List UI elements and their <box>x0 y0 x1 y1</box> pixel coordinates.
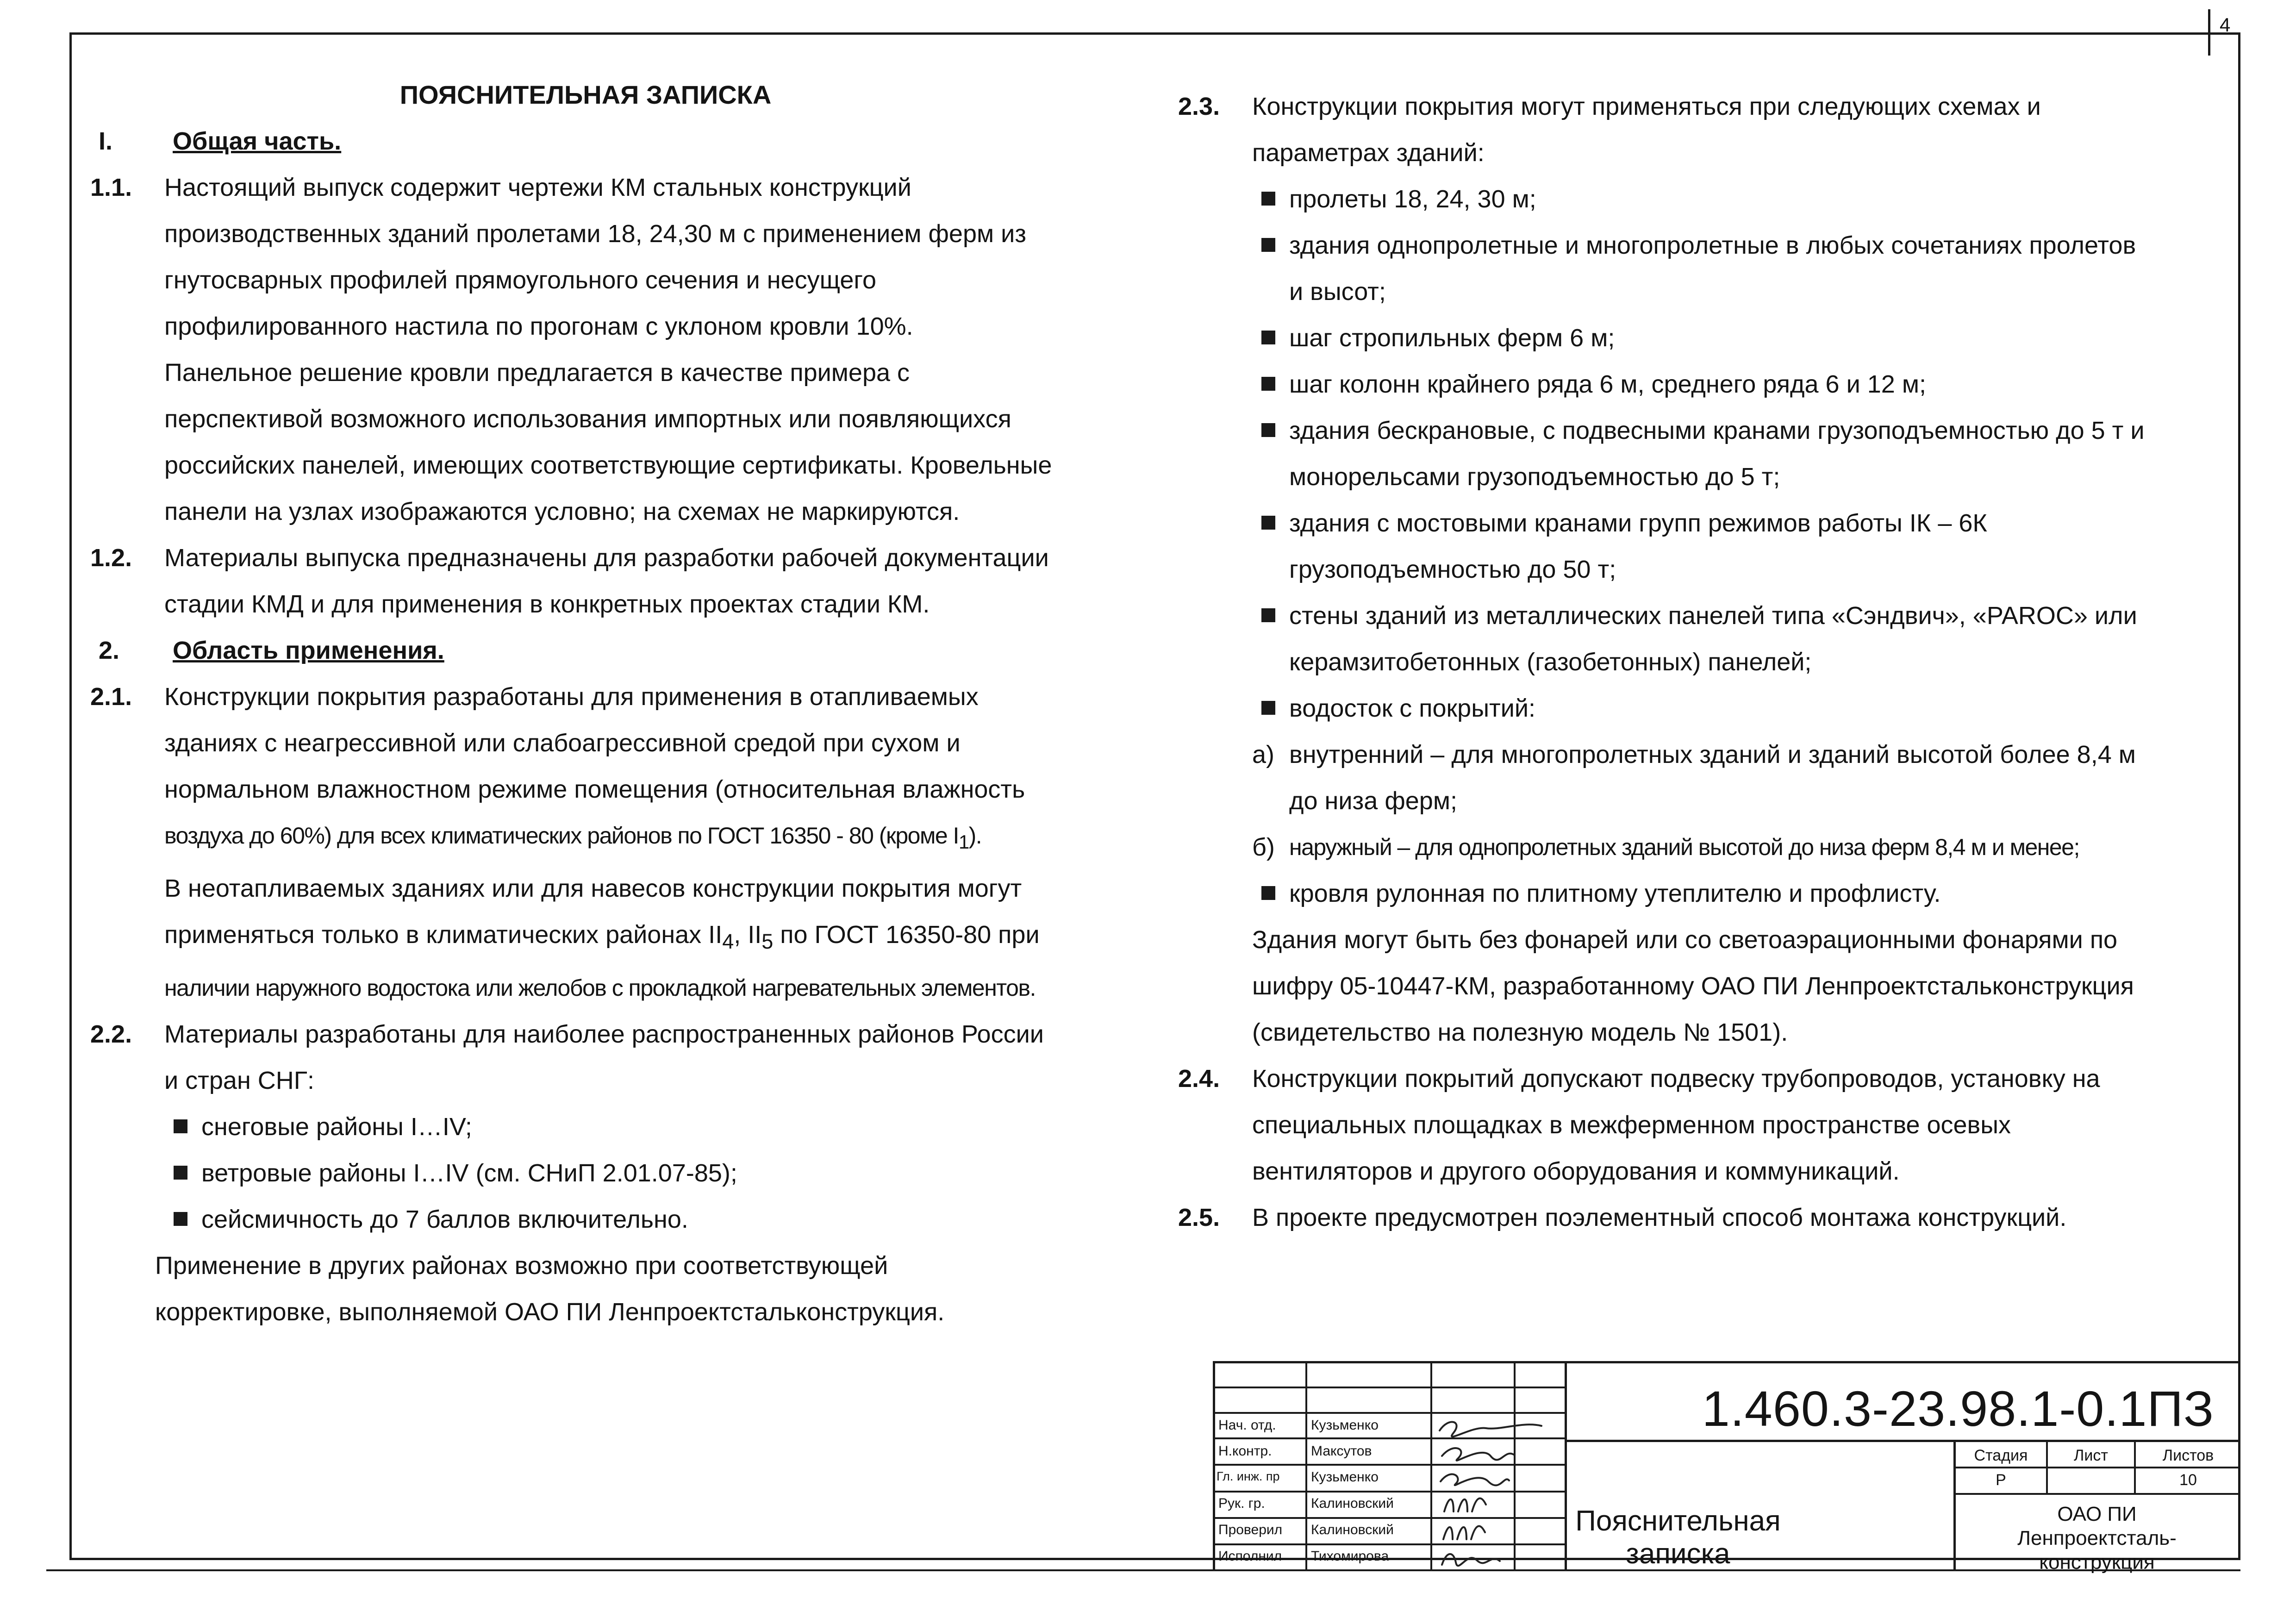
item-2-1-line: нормальном влажностном режиме помещения (относительная влажность <box>164 775 1025 803</box>
bullet-item <box>1252 500 2238 593</box>
bullet-item: ветровые районы I…IV (см. СНиП 2.01.07-85); <box>164 1150 1155 1196</box>
bullet-item <box>1252 407 2238 500</box>
tb-line <box>1953 1467 2240 1468</box>
item-1-2-line: стадии КМД и для применения в конкретных проектах стадии КМ. <box>164 590 930 618</box>
item-1-2-line: Материалы выпуска предназначены для разработки рабочей документации <box>164 544 1049 572</box>
frame-bottom-line <box>46 1569 2240 1571</box>
item-1-2 <box>90 535 1155 627</box>
item-1-2-number: 1.2. <box>90 544 132 572</box>
item-2-3-line: (свидетельство на полезную модель № 1501). <box>1252 1018 1788 1046</box>
signature-3 <box>1441 1474 1509 1485</box>
bullet-item <box>1252 176 2238 222</box>
item-2-1-line: зданиях с неагрессивной или слабоагрессивной средой при сухом и <box>164 729 961 757</box>
item-1-1-line: российских панелей, имеющих соответствующие сертификаты. Кровельные <box>164 451 1052 479</box>
regions-text: применяться только в климатических районах II <box>164 921 723 949</box>
bullet-text: здания однопролетные и многопролетные в любых сочетаниях пролетов <box>1289 231 2136 259</box>
bullet-item <box>1252 685 2238 731</box>
item-2-4-line: специальных площадках в межферменном пространстве осевых <box>1252 1111 2011 1139</box>
document-name: Пояснительная записка <box>1575 1505 1781 1570</box>
org-line: ОАО ПИ <box>2057 1503 2137 1525</box>
regions-sub-2: 5 <box>761 929 774 953</box>
item-1-1-line: Настоящий выпуск содержит чертежи КМ стальных конструкций <box>164 174 911 201</box>
signature-2 <box>1442 1448 1514 1461</box>
regions-sub-1: 4 <box>722 929 734 953</box>
item-2-3-line: Здания могут быть без фонарей или со светоаэрационными фонарями по <box>1252 926 2118 954</box>
bullet-text: грузоподъемностью до 50 т; <box>1289 556 1616 583</box>
item-2-4-line: Конструкции покрытий допускают подвеску трубопроводов, установку на <box>1252 1065 2100 1093</box>
item-2-5 <box>1178 1194 2238 1241</box>
bullet-text: монорельсами грузоподъемностью до 5 т; <box>1289 463 1780 491</box>
item-2-1-line-gost <box>164 812 1155 865</box>
right-column <box>1178 83 2238 1241</box>
role-cell: Нач. отд. <box>1218 1418 1276 1433</box>
regions-text: , II <box>734 921 762 949</box>
item-1-1-line: производственных зданий пролетами 18, 24,30 м с применением ферм из <box>164 220 1027 248</box>
stage-value: Р <box>1996 1471 2006 1489</box>
org-line: Ленпроектсталь- <box>2017 1527 2177 1549</box>
item-2-3-line: параметрах зданий: <box>1252 139 1485 167</box>
tb-line <box>1565 1440 2240 1442</box>
name-cell: Калиновский <box>1311 1522 1394 1537</box>
item-2-2-line: корректировке, выполняемой ОАО ПИ Ленпроектстальконструкция. <box>155 1298 945 1326</box>
item-2-4-line: вентиляторов и другого оборудования и коммуникаций. <box>1252 1157 1900 1185</box>
bullet-item <box>1252 222 2238 315</box>
left-column <box>90 69 1155 1335</box>
signature-4 <box>1444 1498 1486 1512</box>
item-1-1-line: перспективой возможного использования импортных или появляющихся <box>164 405 1011 433</box>
item-2-5-number: 2.5. <box>1178 1204 1220 1231</box>
name-cell: Кузьменко <box>1311 1418 1379 1433</box>
sheet-number: 4 <box>2220 14 2231 36</box>
org-line: конструкция <box>2039 1551 2155 1574</box>
bullet-text: шаг стропильных ферм 6 м; <box>1289 324 1615 352</box>
bullet-text: стены зданий из металлических панелей типа «Сэндвич», «PAROC» или <box>1289 602 2137 630</box>
item-1-1 <box>90 164 1155 535</box>
item-2-5-line: В проекте предусмотрен поэлементный способ монтажа конструкций. <box>1252 1204 2067 1231</box>
bullet-text: кровля рулонная по плитному утеплителю и профлисту. <box>1289 880 1941 907</box>
page-title: ПОЯСНИТЕЛЬНАЯ ЗАПИСКА <box>399 80 772 109</box>
bullet-text: здания с мостовыми кранами групп режимов работы IК – 6К <box>1289 509 1987 537</box>
section-2-number: 2. <box>99 637 120 664</box>
name-cell: Калиновский <box>1311 1496 1394 1511</box>
item-2-1-line: Конструкции покрытия разработаны для применения в отапливаемых <box>164 683 979 711</box>
signatures-image <box>1435 1412 1546 1569</box>
section-1-title <box>90 118 1155 164</box>
bullet-text: шаг колонн крайнего ряда 6 м, среднего ряда 6 и 12 м; <box>1289 370 1926 398</box>
section-2-heading: Область применения. <box>173 637 444 664</box>
bullet-text: керамзитобетонных (газобетонных) панелей; <box>1289 648 1812 676</box>
role-cell: Рук. гр. <box>1218 1496 1265 1511</box>
role-cell: Гл. инж. пр <box>1217 1469 1280 1483</box>
item-2-2-line: Материалы разработаны для наиболее распространенных районов России <box>164 1020 1044 1048</box>
gost-subscript: 1 <box>958 831 969 853</box>
bullet-text: водосток с покрытий: <box>1289 694 1536 722</box>
section-1-heading: Общая часть. <box>173 127 342 155</box>
item-2-2-line: Применение в других районах возможно при соответствующей <box>155 1251 888 1280</box>
gost-text-end: ). <box>968 823 982 849</box>
item-2-2-line: и стран СНГ: <box>164 1066 315 1094</box>
organization <box>1953 1502 2240 1574</box>
item-1-1-line: панели на узлах изображаются условно; на схемах не маркируются. <box>164 498 960 525</box>
bullet-item: сейсмичность до 7 баллов включительно. <box>164 1196 1155 1243</box>
item-1-1-line: профилированного настила по прогонам с уклоном кровли 10%. <box>164 312 913 340</box>
role-cell: Н.контр. <box>1218 1443 1272 1459</box>
item-2-3-line: шифру 05-10447-КМ, разработанному ОАО ПИ Ленпроектстальконструкция <box>1252 972 2134 1000</box>
item-2-2 <box>90 1011 1155 1335</box>
item-1-1-number: 1.1. <box>90 174 132 201</box>
signature-6 <box>1442 1554 1500 1566</box>
item-1-1-line: Панельное решение кровли предлагается в качестве примера с <box>164 359 910 387</box>
section-1-number: I. <box>99 127 113 155</box>
gost-text: воздуха до 60%) для всех климатических районов по ГОСТ 16350 - 80 (кроме I <box>164 823 959 849</box>
bullet-item <box>1252 361 2238 407</box>
sheets-value: 10 <box>2179 1471 2197 1489</box>
name-cell: Кузьменко <box>1311 1469 1379 1485</box>
sub-item-b <box>1252 824 2238 870</box>
item-2-3-number: 2.3. <box>1178 93 1220 120</box>
sub-item-a-text: до низа ферм; <box>1289 787 1457 815</box>
tb-line <box>1213 1361 2240 1363</box>
tb-line <box>1953 1493 2240 1495</box>
item-2-4-number: 2.4. <box>1178 1065 1220 1093</box>
bullet-item: снеговые районы I…IV; <box>164 1104 1155 1150</box>
item-2-3-line: Конструкции покрытия могут применяться при следующих схемах и <box>1252 93 2041 120</box>
sub-item-a-mark: а) <box>1252 741 1275 768</box>
item-2-1-line: наличии наружного водостока или желобов с прокладкой нагревательных элементов. <box>164 974 1036 1001</box>
role-cell: Исполнил <box>1218 1549 1282 1564</box>
sheet-label: Лист <box>2074 1447 2108 1464</box>
signature-5 <box>1443 1526 1485 1539</box>
tb-line <box>1213 1387 1565 1388</box>
item-2-2-number: 2.2. <box>90 1020 132 1048</box>
sub-item-a <box>1252 731 2238 824</box>
bullet-text: и высот; <box>1289 278 1386 306</box>
bullet-text: здания бескрановые, с подвесными кранами грузоподъемностью до 5 т и <box>1289 417 2145 444</box>
signature-1 <box>1440 1422 1541 1437</box>
sheets-label: Листов <box>2162 1447 2214 1464</box>
item-2-1-line-regions <box>164 912 1155 965</box>
item-2-4 <box>1178 1056 2238 1194</box>
section-2-title <box>90 627 1155 674</box>
regions-text: по ГОСТ 16350-80 при <box>773 921 1040 949</box>
role-cell: Проверил <box>1218 1522 1283 1537</box>
document-code: 1.460.3-23.98.1-0.1ПЗ <box>1702 1380 2215 1437</box>
sub-item-a-text: внутренний – для многопролетных зданий и зданий высотой более 8,4 м <box>1289 741 2136 768</box>
item-2-1-number: 2.1. <box>90 683 132 711</box>
name-cell: Максутов <box>1311 1443 1372 1459</box>
bullet-item <box>1252 870 2238 917</box>
sub-item-b-mark: б) <box>1252 833 1275 861</box>
bullet-text: пролеты 18, 24, 30 м; <box>1289 185 1536 213</box>
item-2-3 <box>1178 83 2238 1056</box>
item-2-1-line: В неотапливаемых зданиях или для навесов конструкции покрытия могут <box>164 874 1022 902</box>
item-2-1 <box>90 674 1155 1011</box>
bullet-item <box>1252 593 2238 685</box>
stage-label: Стадия <box>1974 1447 2028 1464</box>
title-block <box>1213 1361 2240 1574</box>
item-1-1-line: гнутосварных профилей прямоугольного сечения и несущего <box>164 266 876 294</box>
bullet-item <box>1252 315 2238 361</box>
name-cell: Тихомирова <box>1311 1549 1389 1564</box>
sub-item-b-text: наружный – для однопролетных зданий высотой до низа ферм 8,4 м и менее; <box>1289 834 2079 860</box>
